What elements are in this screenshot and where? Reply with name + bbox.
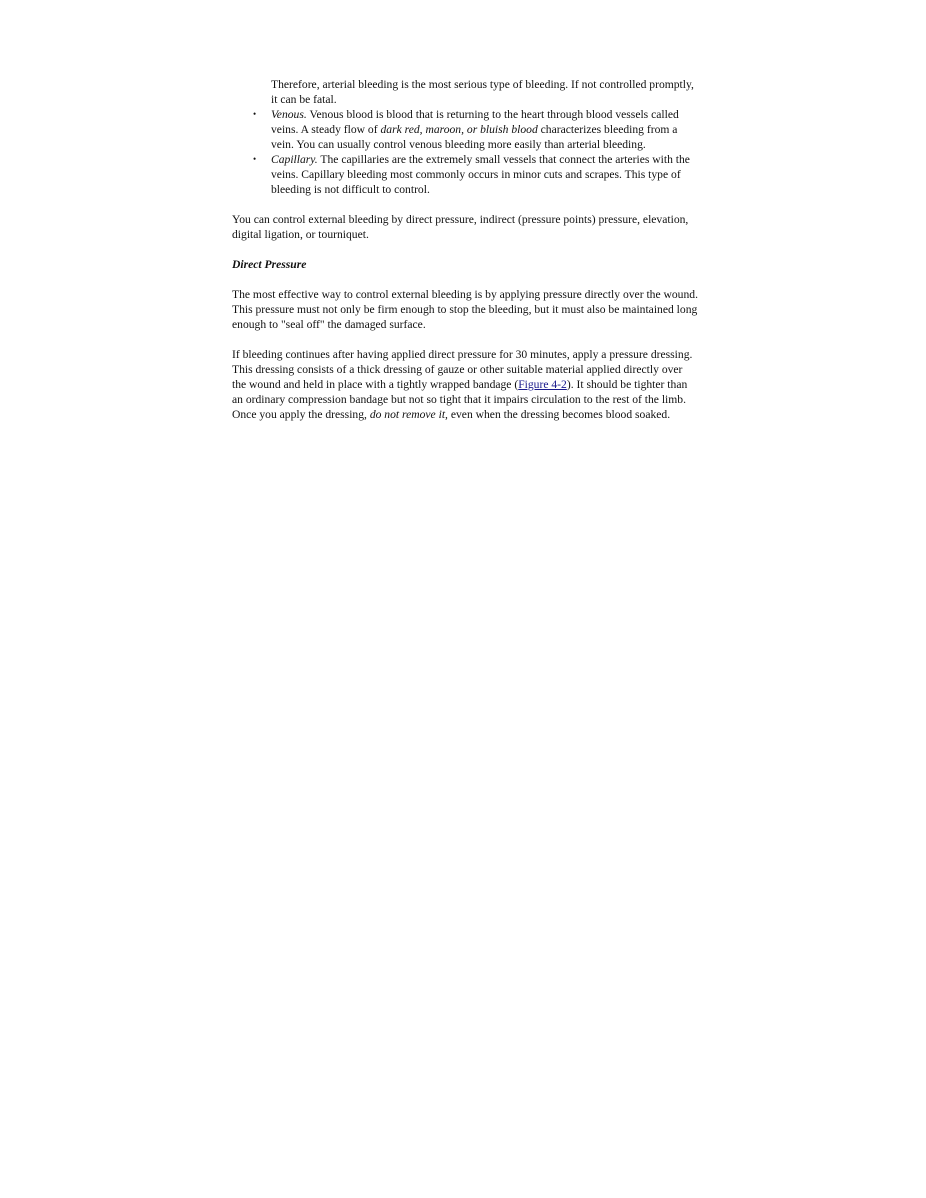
capillary-text: The capillaries are the extremely small vessels that connect the arteries with the veins. Capillary bleeding most commonly occurs in minor cuts and scrapes. This type of bleeding is not difficult to control.: [271, 153, 690, 196]
bullet-icon: •: [253, 154, 257, 164]
pressure-dressing-paragraph: [232, 347, 698, 422]
venous-term: Venous.: [271, 108, 307, 121]
do-not-remove-emphasis: do not remove it,: [369, 408, 448, 421]
pressure-dressing-text-2: ). It should be tighter than an ordinary compression bandage but not so tight that it impairs circulation to the rest of the limb. Once you apply the dressing,: [232, 378, 688, 421]
control-methods-paragraph: You can control external bleeding by direct pressure, indirect (pressure points) pressure, elevation, digital ligation, or tourniquet.: [232, 213, 689, 241]
list-item-capillary: [232, 152, 698, 197]
arterial-continuation-text: Therefore, arterial bleeding is the most serious type of bleeding. If not controlled promptly, it can be fatal.: [271, 78, 694, 106]
direct-pressure-paragraph: The most effective way to control external bleeding is by applying pressure directly over the wound. This pressure must not only be firm enough to stop the bleeding, but it must also be maintained long enough to "seal off" the damaged surface.: [232, 288, 698, 331]
page-content: [232, 77, 698, 422]
section-heading-direct-pressure: Direct Pressure: [232, 258, 307, 271]
venous-emphasis: dark red, maroon, or bluish blood: [380, 123, 538, 136]
bullet-icon: •: [253, 109, 257, 119]
pressure-dressing-text-3: even when the dressing becomes blood soaked.: [447, 408, 671, 421]
venous-text-1: Venous blood is blood that is returning to the heart through blood vessels called veins. A steady flow of: [271, 108, 679, 136]
venous-text-2: characterizes bleeding from a vein. You can usually control venous bleeding more easily than arterial bleeding.: [271, 123, 678, 151]
figure-4-2-link[interactable]: Figure 4-2: [518, 378, 567, 391]
list-item-venous: [232, 107, 698, 152]
pressure-dressing-text-1: If bleeding continues after having applied direct pressure for 30 minutes, apply a pressure dressing. This dressing consists of a thick dressing of gauze or other suitable material applied directly over the wound and held in place with a tightly wrapped bandage (: [232, 348, 693, 391]
capillary-term: Capillary.: [271, 153, 318, 166]
bleeding-types-list: [232, 107, 698, 197]
